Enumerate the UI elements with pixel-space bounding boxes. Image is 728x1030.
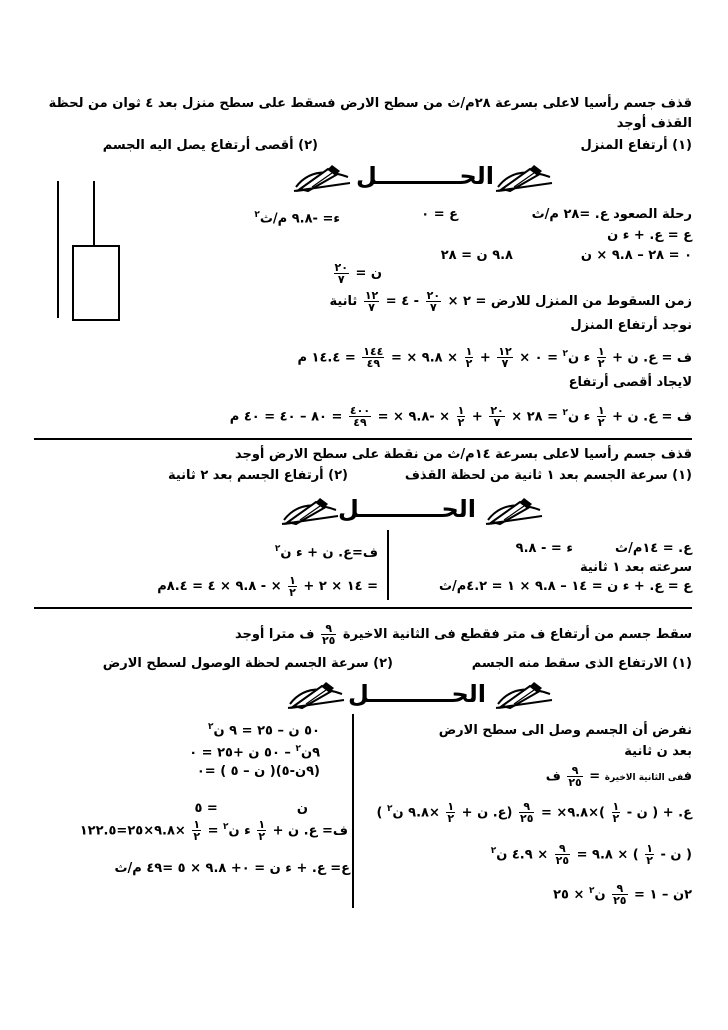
last-second-distance: ففى الثانية الاخيرة = ٩ ٢٥ ف <box>545 764 692 789</box>
pen-icon <box>292 163 354 193</box>
problem3-statement: سقط جسم من أرتفاع ف متر فقطع فى الثانية الاخيرة ٩ ٢٥ ف مترا أوجد <box>234 622 692 647</box>
problem2-statement: قذف جسم رأسيا لاعلى بسرعة ١٤م/ث من نقطة على سطح الارض أوجد <box>234 447 692 462</box>
final-velocity: ع= ع. + ء ن = ٠+ ٩.٨ × ٥ =٤٩ م/ث <box>114 861 350 876</box>
house-box <box>72 245 120 321</box>
section-divider <box>34 438 692 440</box>
quadratic-line1: ٥٠ ن – ٢٥ = ٩ ن$^٢$ <box>208 722 320 739</box>
time-result: ن = ٢٠ ٧ <box>334 261 382 286</box>
problem2-ask1: (١) سرعة الجسم بعد ١ ثانية من لحظة القذف <box>404 468 692 483</box>
ascent-final-velocity: ع = ٠ <box>421 207 458 222</box>
velocity-after-1s-label: سرعته بعد ١ ثانية <box>579 560 692 575</box>
section-divider <box>34 607 692 609</box>
problem2-solution-heading: الحــــــــــل <box>338 495 476 523</box>
ground-line <box>57 181 59 318</box>
problem1-ask2: (٢) أقصى أرتفاع يصل اليه الجسم <box>102 138 318 153</box>
after-n-seconds: بعد ن ثانية <box>624 744 692 759</box>
equation-time: ٩.٨ ن = ٢٨ <box>440 248 513 263</box>
quadratic-factored: (٩ن-٥)( ن – ٥ ) =٠ <box>196 764 320 779</box>
equation-line3: ٢ن – ١ = ٩ ٢٥ ن$^٢$ × ٢٥ <box>553 882 692 908</box>
problem3-ask1: (١) الارتفاع الذى سقط منه الجسم <box>471 656 692 671</box>
find-house-height: نوجد أرتفاع المنزل <box>570 318 692 333</box>
problem3-ask2: (٢) سرعة الجسم لحظة الوصول لسطح الارض <box>102 656 393 671</box>
fall-time-line: زمن السقوط من المنزل للارض = ٢ × ٢٠ ٧ - ٤ = ١٢ ٧ ثانية <box>329 289 692 314</box>
height-after-2s: = ١٤ × ٢ + ١ ٢ × - ٩.٨ × ٤ = ٨.٤م <box>157 574 378 599</box>
equation-zero: ٠ = ٢٨ – ٩.٨ × ن <box>580 248 692 263</box>
trajectory-line <box>93 181 95 245</box>
problem1-statement-line1: قذف جسم رأسيا لاعلى بسرعة ٢٨م/ث من سطح الارض فسقط على سطح منزل بعد ٤ ثوان من لحظة <box>48 96 692 111</box>
max-height-equation: ف = ع. ن + ١ ٢ ء ن$^٢$ = ٢٨ × ٢٠ ٧ + ١ ٢ × -٩.٨ × = ٤٠٠ ٤٩ = ٨٠ – ٤٠ = ٤٠ م <box>229 404 692 430</box>
house-height-equation: ف = ع. ن + ١ ٢ ء ن$^٢$ = ٠ × ١٢ ٧ + ١ ٢ × ٩.٨ × = ١٤٤ ٤٩ = ١٤.٤ م <box>297 345 692 371</box>
initial-velocity: ع. = ١٤م/ث <box>615 541 692 556</box>
equation-line2: ( ن - ١ ٢ ) × ٩.٨ = ٩ ٢٥ × ٤.٩ ن$^٢$ <box>490 842 692 868</box>
ascent-initial-velocity: رحلة الصعود ع. =٢٨ م/ث <box>531 207 692 222</box>
pen-icon <box>494 163 556 193</box>
find-max-height: لايجاد أقصى أرتفاع <box>568 375 692 390</box>
problem1-ask1: (١) أرتفاع المنزل <box>580 138 692 153</box>
ascent-acceleration: ء= -٩.٨ م/ث$^٢$ <box>254 210 340 227</box>
problem3-solution-heading: الحــــــــــل <box>348 680 486 708</box>
pen-icon <box>286 680 348 710</box>
pen-icon <box>484 496 546 526</box>
height-result: ف= ع. ن + ١ ٢ ء ن$^٢$ = ١ ٢ ×٩.٨×٢٥=١٢٢.٥ <box>79 818 348 844</box>
pen-icon <box>280 496 342 526</box>
assume-line: نفرض أن الجسم وصل الى سطح الارض <box>438 723 692 738</box>
problem2-ask2: (٢) أرتفاع الجسم بعد ٢ ثانية <box>167 468 348 483</box>
velocity-equation: ع = ع. + ء ن <box>607 228 692 243</box>
acceleration: ء = - ٩.٨ <box>515 541 573 556</box>
pen-icon <box>494 680 556 710</box>
column-divider <box>387 530 389 600</box>
velocity-after-1s: ع = ع. + ء ن = ١٤ – ٩.٨ × ١ = ٤.٢م/ث <box>438 579 692 594</box>
time-solution: ن = ٥ <box>194 801 308 816</box>
equation-line1: ع. + ( ن - ١ ٢ )×٩.٨× = ٩ ٢٥ (ع. ن + ١ ٢ ×٩.٨ ن$^٢$ ) <box>376 800 692 826</box>
problem1-statement-line2: القذف أوجد <box>616 116 692 131</box>
quadratic-line2: ٩ن$^٢$ – ٥٠ ن +٢٥ = ٠ <box>189 744 320 761</box>
height-formula: ف=ع. ن + ء ن$^٢$ <box>274 544 378 561</box>
column-divider <box>352 714 354 908</box>
problem1-solution-heading: الحــــــــــل <box>356 162 494 190</box>
